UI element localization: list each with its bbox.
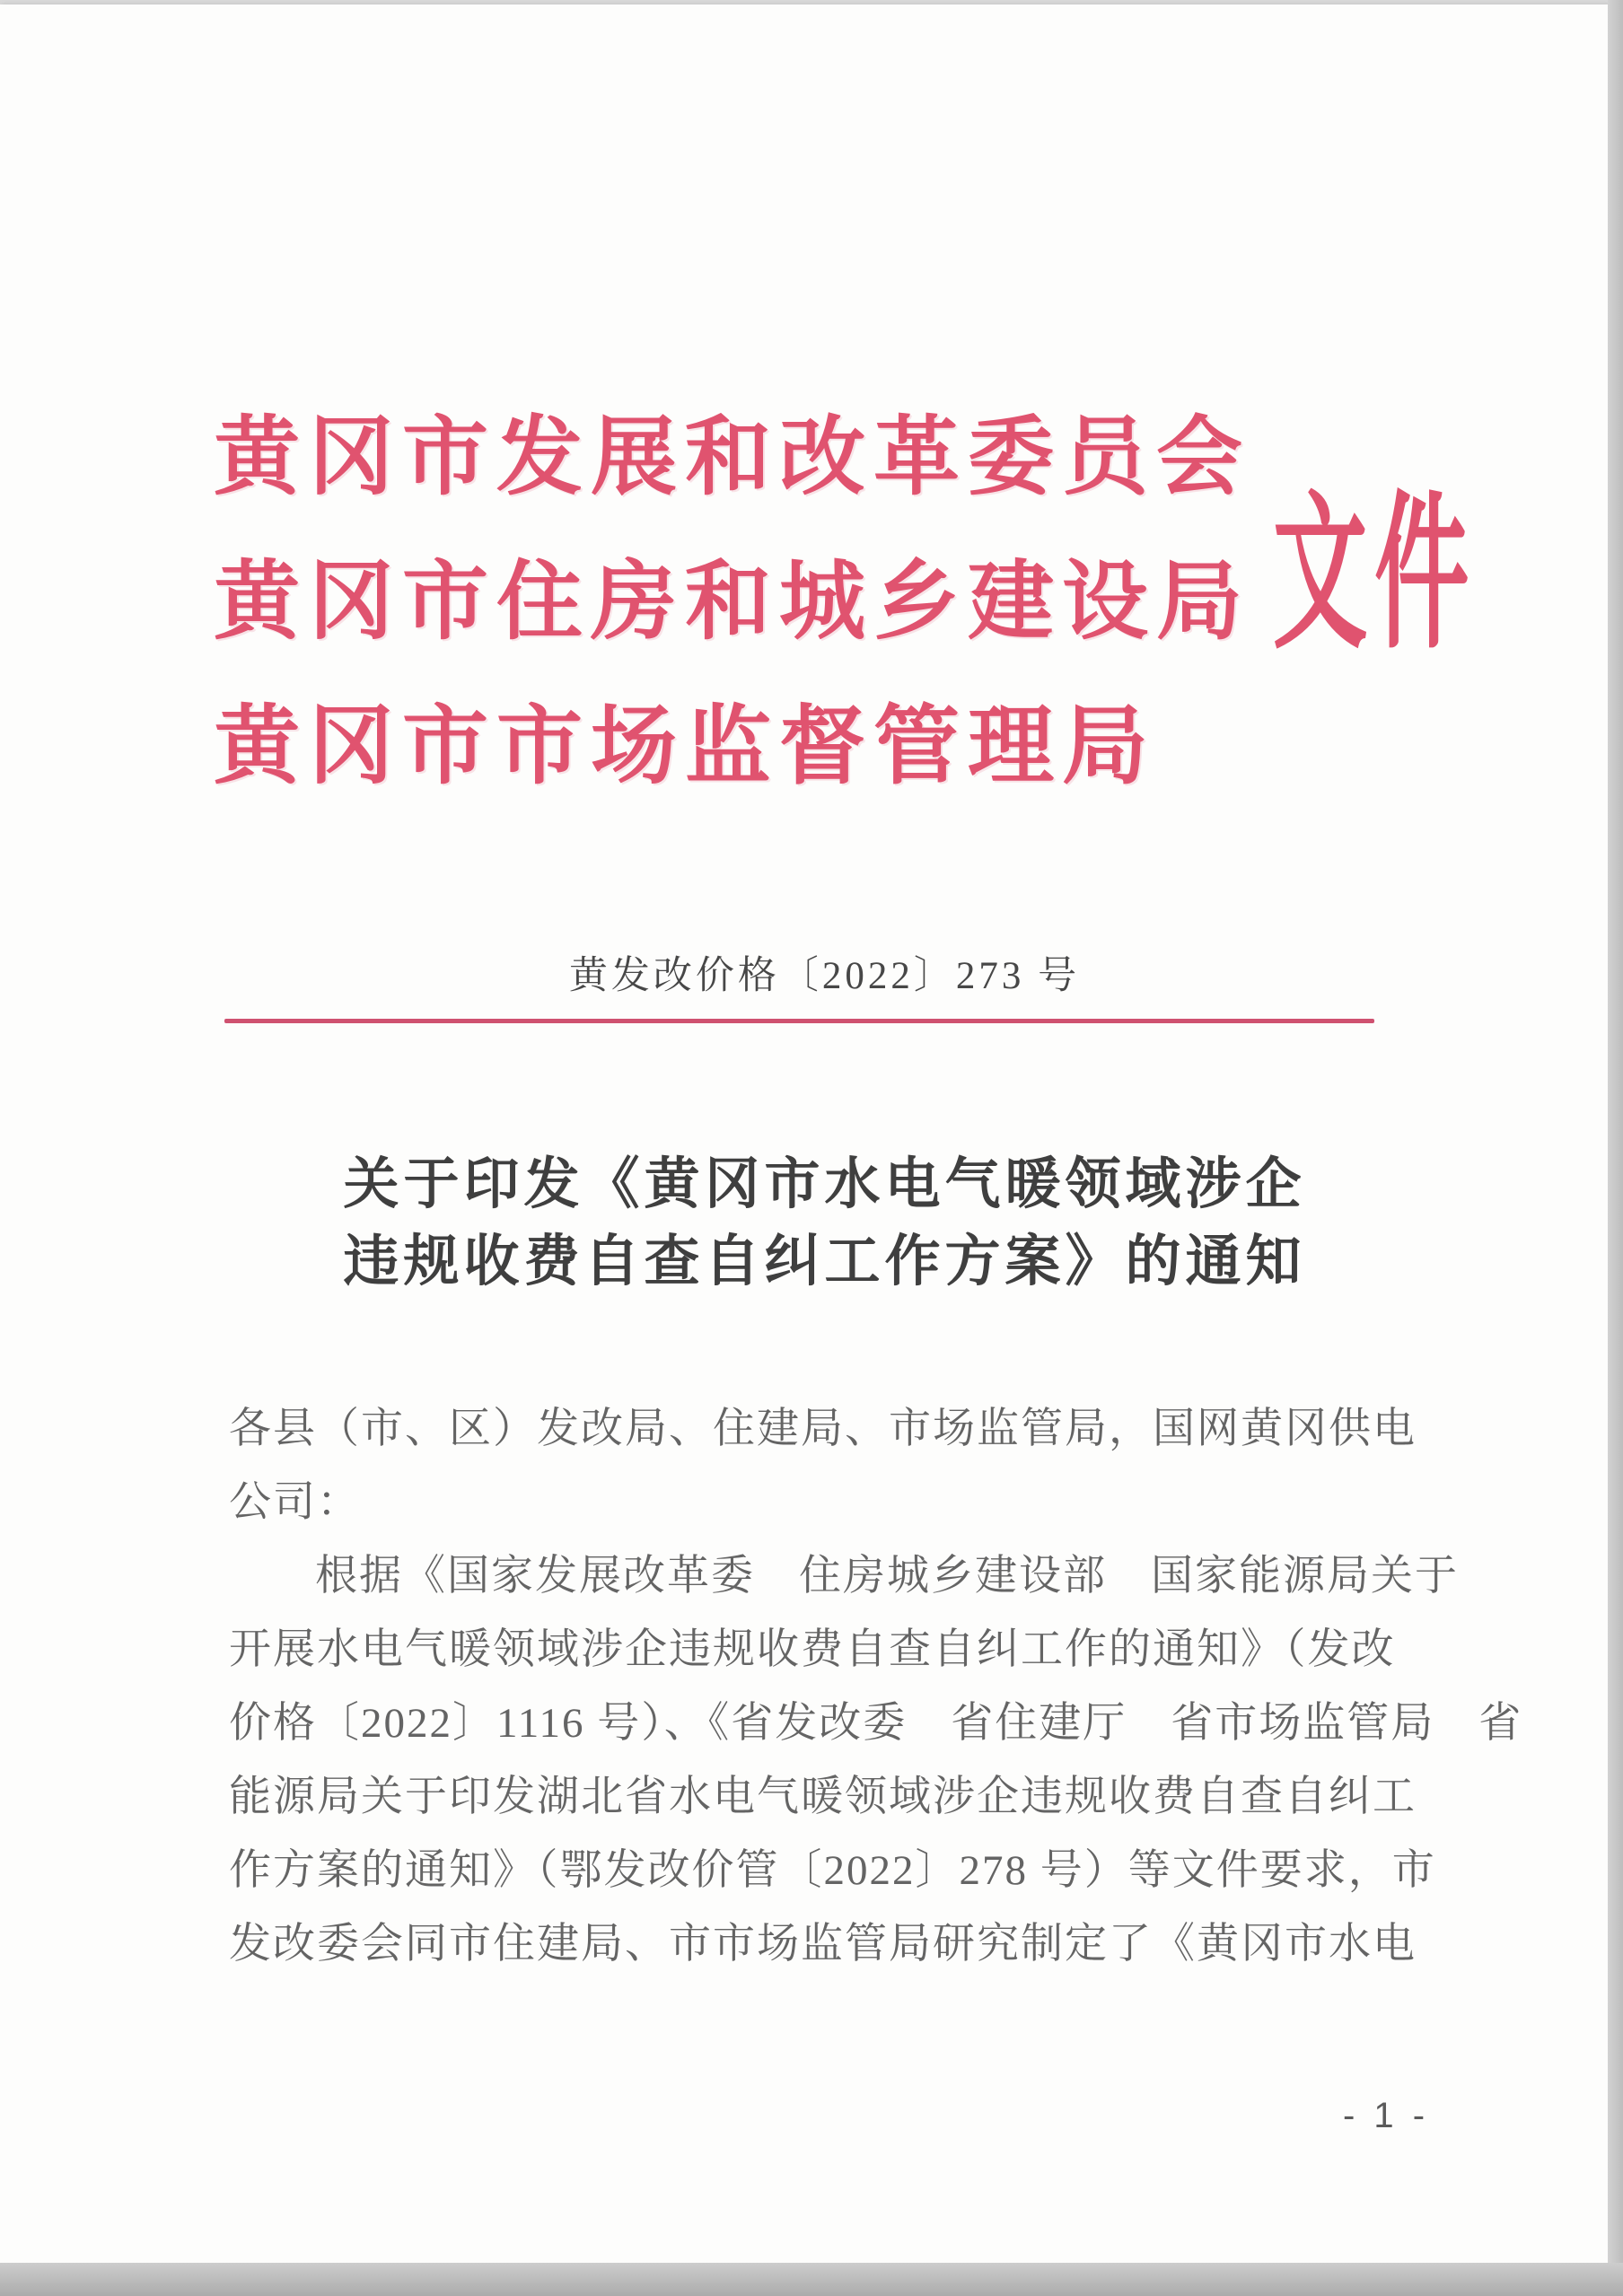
body-line: 能源局关于印发湖北省水电气暖领域涉企违规收费自查自纠工 [229,1774,1417,1820]
body-line: 各县（市、区）发改局、住建局、市场监管局，国网黄冈供电 [229,1406,1417,1452]
org-line-3: 黄冈市市场监督管理局 [214,698,1156,794]
title-line-2: 违规收费自查自纠工作方案》的通知 [343,1231,1306,1293]
scan-edge-bottom [0,2263,1623,2296]
body-line: 公司： [229,1479,361,1526]
doc-number: 黄发改价格〔2022〕273 号 [568,955,1081,997]
doc-type-label: 文件 [1273,481,1477,669]
org-line-2: 黄冈市住房和城乡建设局 [214,554,1250,650]
body-line: 作方案的通知》（鄂发改价管〔2022〕278 号）等文件要求，市 [229,1847,1436,1894]
letterhead-org-names [214,385,1250,819]
page-number: - 1 - [1343,2096,1430,2135]
body-line: 根据《国家发展改革委 住房城乡建设部 国家能源局关于 [315,1553,1459,1599]
body-line: 发改委会同市住建局、市市场监管局研究制定了《黄冈市水电 [229,1921,1417,1967]
document-title [229,1146,1420,1301]
body-line: 价格〔2022〕1116 号）、《省发改委 省住建厅 省市场监管局 省 [229,1700,1523,1747]
body-line: 开展水电气暖领域涉企违规收费自查自纠工作的通知》（发改 [229,1626,1396,1673]
document-page [0,4,1608,2263]
title-line-1: 关于印发《黄冈市水电气暖领域涉企 [343,1154,1306,1215]
red-separator-rule [224,1019,1374,1023]
scan-edge-right [1608,0,1623,2296]
document-body [229,1392,1523,1981]
org-line-1: 黄冈市发展和改革委员会 [214,409,1250,505]
